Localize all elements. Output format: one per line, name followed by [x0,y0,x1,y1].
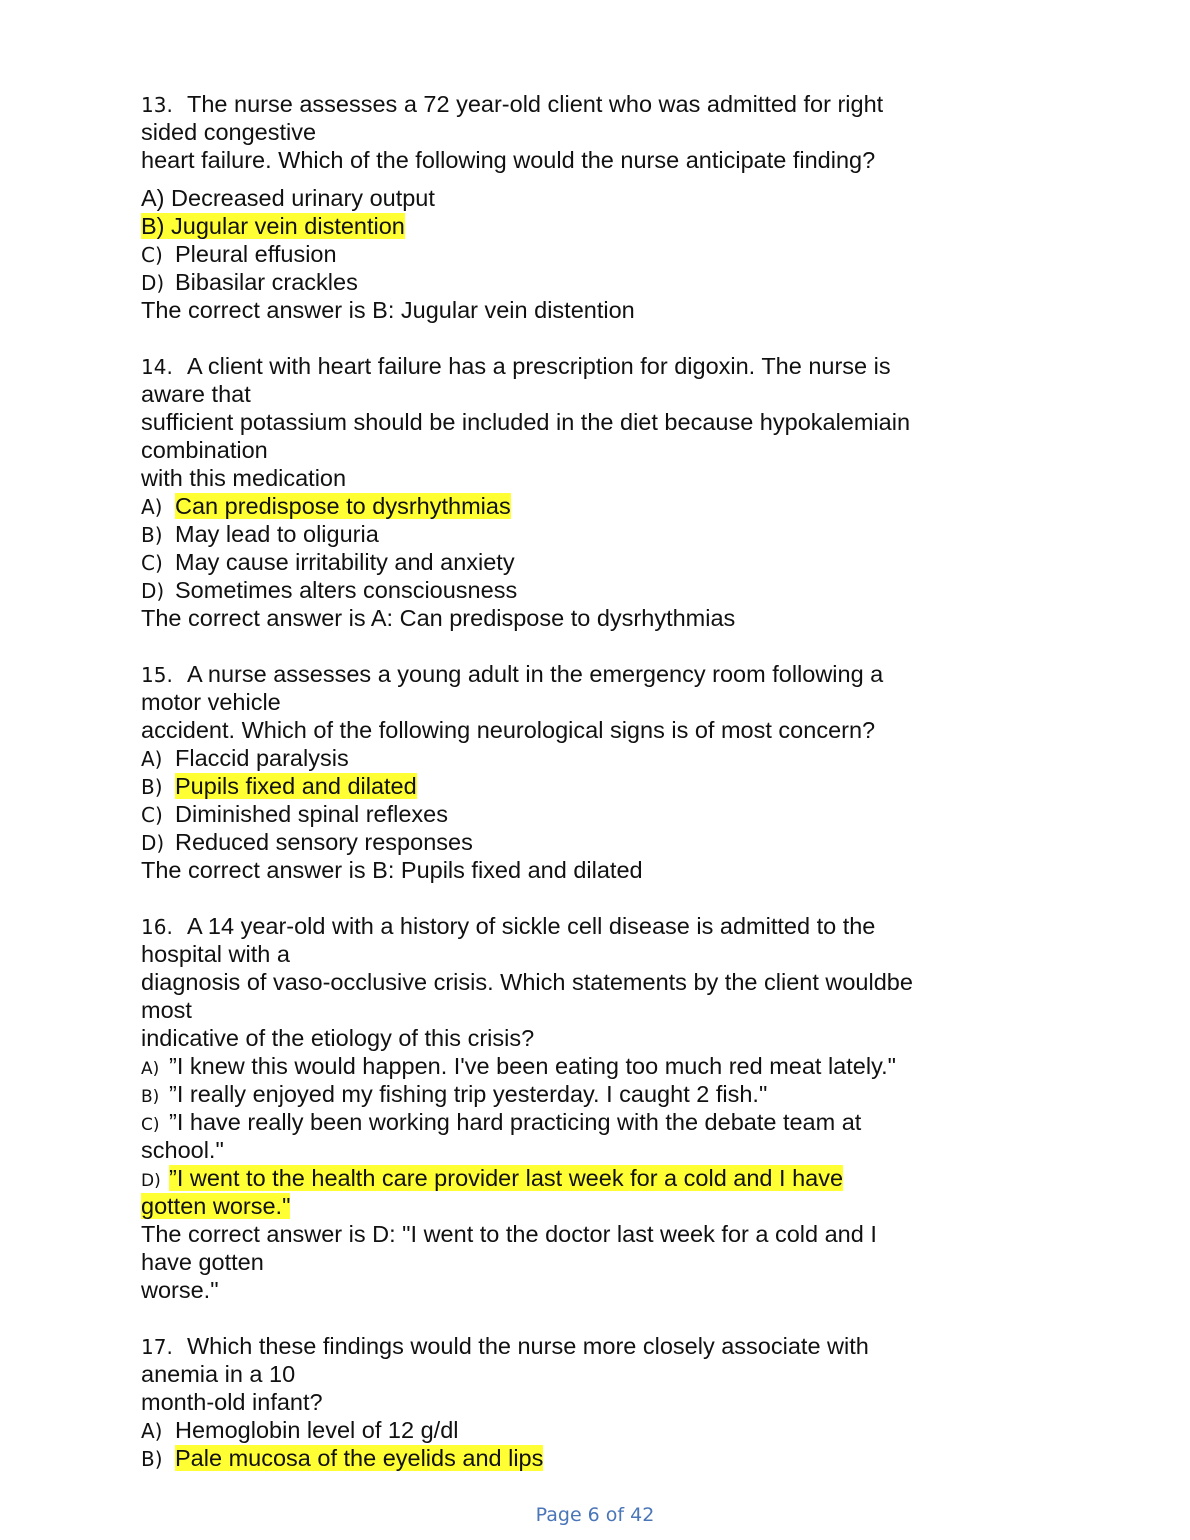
option-d-correct-continued: gotten worse." [141,1193,291,1219]
option-letter: C) [141,1115,160,1135]
question-stem: diagnosis of vaso-occlusive crisis. Which statements by the client wouldbe [141,969,913,995]
option-letter: A) [141,1059,160,1079]
option-d-correct: ”I went to the health care provider last week for a cold and I have [169,1165,844,1191]
option-c-continued: school." [141,1137,224,1163]
question-stem: heart failure. Which of the following would the nurse anticipate finding? [141,147,876,173]
option-d: Bibasilar crackles [175,269,358,295]
question-14 [141,352,1041,632]
question-stem: hospital with a [141,941,290,967]
option-a: Flaccid paralysis [175,745,349,771]
question-number: 13. [141,93,173,117]
option-b: May lead to oliguria [175,521,379,547]
option-b-correct: Pale mucosa of the eyelids and lips [175,1445,544,1471]
option-b-correct: B) Jugular vein distention [141,213,405,239]
option-letter: B) [141,775,163,799]
question-16 [141,912,1041,1304]
question-number: 17. [141,1335,173,1359]
option-letter: B) [141,1447,163,1471]
option-a-correct: Can predispose to dysrhythmias [175,493,511,519]
option-letter: C) [141,243,163,267]
option-d: Reduced sensory responses [175,829,473,855]
correct-answer: The correct answer is B: Jugular vein distention [141,297,635,323]
option-letter: B) [141,523,163,547]
option-c: Pleural effusion [175,241,337,267]
question-stem: combination [141,437,268,463]
correct-answer: have gotten [141,1249,264,1275]
option-c: May cause irritability and anxiety [175,549,515,575]
question-stem: sufficient potassium should be included in the diet because hypokalemiain [141,409,911,435]
option-b: ”I really enjoyed my fishing trip yesterday. I caught 2 fish." [169,1081,768,1107]
option-letter: C) [141,803,163,827]
question-number: 14. [141,355,173,379]
option-letter: D) [141,271,165,295]
page-number-footer: Page 6 of 42 [535,1504,655,1526]
option-a: Hemoglobin level of 12 g/dl [175,1417,459,1443]
option-a: ”I knew this would happen. I've been eating too much red meat lately." [169,1053,896,1079]
option-letter: D) [141,579,165,603]
correct-answer: The correct answer is A: Can predispose to dysrhythmias [141,605,736,631]
option-letter: D) [141,1171,161,1191]
question-stem: A nurse assesses a young adult in the emergency room following a [187,661,884,687]
question-number: 15. [141,663,173,687]
option-d: Sometimes alters consciousness [175,577,518,603]
correct-answer: worse." [141,1277,219,1303]
question-stem: most [141,997,192,1023]
question-stem: aware that [141,381,251,407]
option-letter: C) [141,551,163,575]
option-a: A) Decreased urinary output [141,185,435,211]
question-stem: Which these findings would the nurse more closely associate with [187,1333,869,1359]
correct-answer: The correct answer is B: Pupils fixed and dilated [141,857,643,883]
question-15 [141,660,1041,884]
correct-answer: The correct answer is D: "I went to the doctor last week for a cold and I [141,1221,877,1247]
question-stem: accident. Which of the following neurological signs is of most concern? [141,717,876,743]
document-page [141,90,1041,1472]
option-letter: D) [141,831,165,855]
question-stem: anemia in a 10 [141,1361,296,1387]
option-b-correct: Pupils fixed and dilated [175,773,417,799]
question-stem: motor vehicle [141,689,281,715]
option-letter: A) [141,1419,163,1443]
question-stem: The nurse assesses a 72 year-old client who was admitted for right [187,91,884,117]
option-c: Diminished spinal reflexes [175,801,448,827]
question-stem: month-old infant? [141,1389,323,1415]
question-number: 16. [141,915,173,939]
question-13 [141,90,1041,324]
option-letter: B) [141,1087,160,1107]
question-stem: with this medication [141,465,347,491]
question-stem: sided congestive [141,119,317,145]
question-stem: A client with heart failure has a prescription for digoxin. The nurse is [187,353,891,379]
question-stem: indicative of the etiology of this crisis? [141,1025,535,1051]
question-stem: A 14 year-old with a history of sickle cell disease is admitted to the [187,913,876,939]
option-c: ”I have really been working hard practicing with the debate team at [169,1109,862,1135]
option-letter: A) [141,747,163,771]
question-17 [141,1332,1041,1472]
option-letter: A) [141,495,163,519]
